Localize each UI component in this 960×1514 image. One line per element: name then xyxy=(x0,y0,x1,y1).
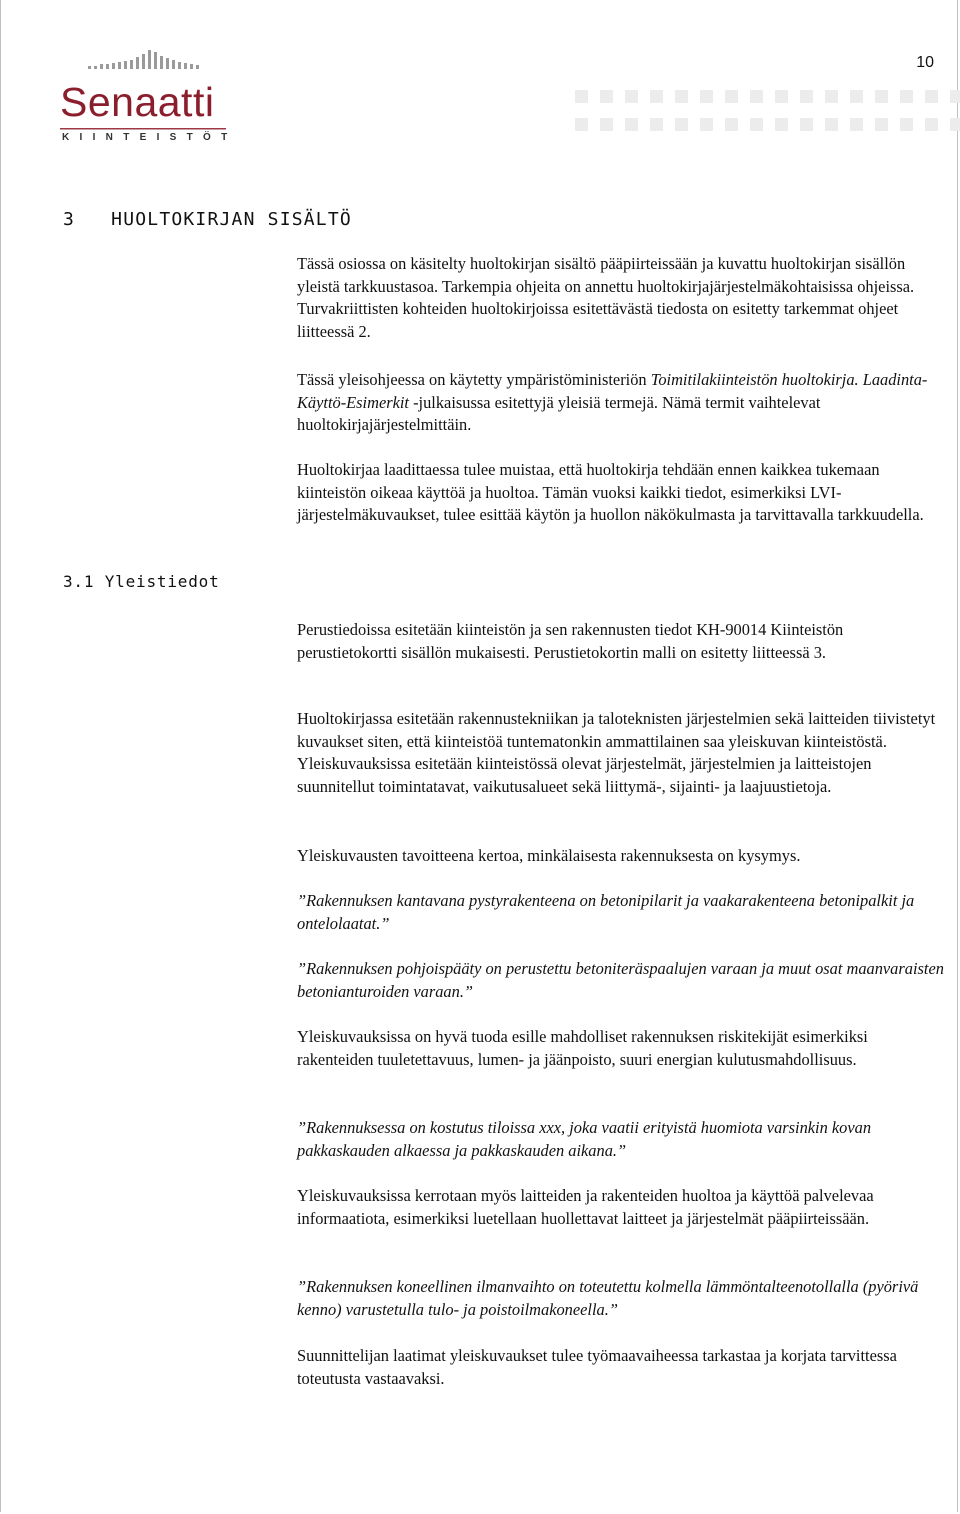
intro-text-2-before: Tässä yleisohjeessa on käytetty ympäristöministeriön xyxy=(297,370,651,389)
intro-text-2-after: -julkaisussa esitettyjä yleisiä termejä. Nämä termit vaihtelevat huoltokirjajärjestelmittäin. xyxy=(297,392,821,434)
quote-1 xyxy=(297,890,945,935)
quote-text-1: ”Rakennuksen kantavana pystyrakenteena on betonipilarit ja vaakarakenteena betonipalkit ja ontelolaatat.” xyxy=(297,891,915,933)
section-text-2: Huoltokirjassa esitetään rakennustekniikan ja taloteknisten järjestelmien sekä laitteiden tiivistetyt kuvaukset siten, että kiinteistöä tuntematonkin ammattilainen saa yleiskuvan kiinteistöstä. Yleiskuvauksissa esitetään kiinteistössä olevat järjestelmät, järjestelmien ja laitteistojen suunnitellut toimintatavat, vaikutusalueet sekä liittymä-, sijainti- ja laajuustietoja. xyxy=(297,709,936,796)
intro-text-3: Huoltokirjaa laadittaessa tulee muistaa, että huoltokirja tehdään ennen kaikkea tukemaan kiinteistön oikeaa käyttöä ja huoltoa. Tämän vuoksi kaikki tiedot, esimerkiksi LVI-järjestelmäkuvaukset, tulee esittää käytön ja huollon näkökulmasta ja tarvittavalla tarkkuudella. xyxy=(297,460,924,524)
quote-text-4: ”Rakennuksen koneellinen ilmanvaihto on toteutettu kolmella lämmöntalteenotollalla (pyörivä kenno) varustetulla tulo- ja poistoilmakoneella.” xyxy=(297,1277,919,1319)
quote-4 xyxy=(297,1276,945,1321)
section-paragraph-3 xyxy=(297,845,945,868)
logo-subtitle: KIINTEISTÖT xyxy=(62,132,238,143)
section-heading xyxy=(63,572,220,591)
intro-paragraph-1 xyxy=(297,253,945,343)
section-paragraph-6 xyxy=(297,1345,945,1390)
section-number: 3.1 xyxy=(63,572,95,591)
intro-text-2 xyxy=(297,369,945,437)
quote-text-2: ”Rakennuksen pohjoispääty on perustettu betoniteräspaalujen varaan ja muut osat maanvaraisten betonianturoiden varaan.” xyxy=(297,959,944,1001)
section-text-1: Perustiedoissa esitetään kiinteistön ja sen rakennusten tiedot KH-90014 Kiinteistön perustietokortti sisällön mukaisesti. Perustietokortin malli on esitetty liitteessä 3. xyxy=(297,620,844,662)
publication-title: Toimitilakiinteistön huoltokirja. Laadinta-Käyttö-Esimerkit xyxy=(297,370,928,412)
section-text-3: Yleiskuvausten tavoitteena kertoa, minkälaisesta rakennuksesta on kysymys. xyxy=(297,846,801,865)
section-paragraph-1 xyxy=(297,619,945,664)
decorative-squares xyxy=(575,90,960,135)
quote-3 xyxy=(297,1117,945,1162)
section-text-5: Yleiskuvauksissa kerrotaan myös laitteiden ja rakenteiden huoltoa ja käyttöä palvelevaa informaatiota, esimerkiksi luetellaan huollettavat laitteet ja järjestelmät pääpiirteissään. xyxy=(297,1186,874,1228)
quote-text-3: ”Rakennuksessa on kostutus tiloissa xxx, joka vaatii erityistä huomiota varsinkin kovan pakkaskauden alkaessa ja pakkaskauden aikana.” xyxy=(297,1118,872,1160)
section-paragraph-4 xyxy=(297,1026,945,1071)
section-text-4: Yleiskuvauksissa on hyvä tuoda esille mahdolliset rakennuksen riskitekijät esimerkiksi rakenteiden tuuletettavuus, lumen- ja jäänpoisto, suuri energian kulutusmahdollisuus. xyxy=(297,1027,868,1069)
section-paragraph-5 xyxy=(297,1185,945,1230)
chapter-heading xyxy=(63,209,352,230)
intro-paragraph-2 xyxy=(297,369,945,437)
chapter-title: HUOLTOKIRJAN SISÄLTÖ xyxy=(111,209,352,230)
chapter-number: 3 xyxy=(63,209,76,230)
quote-2 xyxy=(297,958,945,1003)
section-title: Yleistiedot xyxy=(104,572,220,591)
section-text-6: Suunnittelijan laatimat yleiskuvaukset tulee työmaavaiheessa tarkastaa ja korjata tarvittessa toteutusta vastaavaksi. xyxy=(297,1346,897,1388)
intro-paragraph-3 xyxy=(297,459,945,527)
logo-name: Senaatti xyxy=(60,79,215,125)
intro-text-1: Tässä osiossa on käsitelty huoltokirjan sisältö pääpiirteissään ja kuvattu huoltokirjan sisällön yleistä tarkkuustasoa. Tarkempia ohjeita on annettu huoltokirjajärjestelmäkohtaisissa ohjeissa. Turvakriittisten kohteiden huoltokirjoissa esitettävästä tiedosta on esitetty tarkemmat ohjeet liitteessä 2. xyxy=(297,254,915,341)
section-paragraph-2 xyxy=(297,708,945,798)
page-number: 10 xyxy=(916,54,934,71)
